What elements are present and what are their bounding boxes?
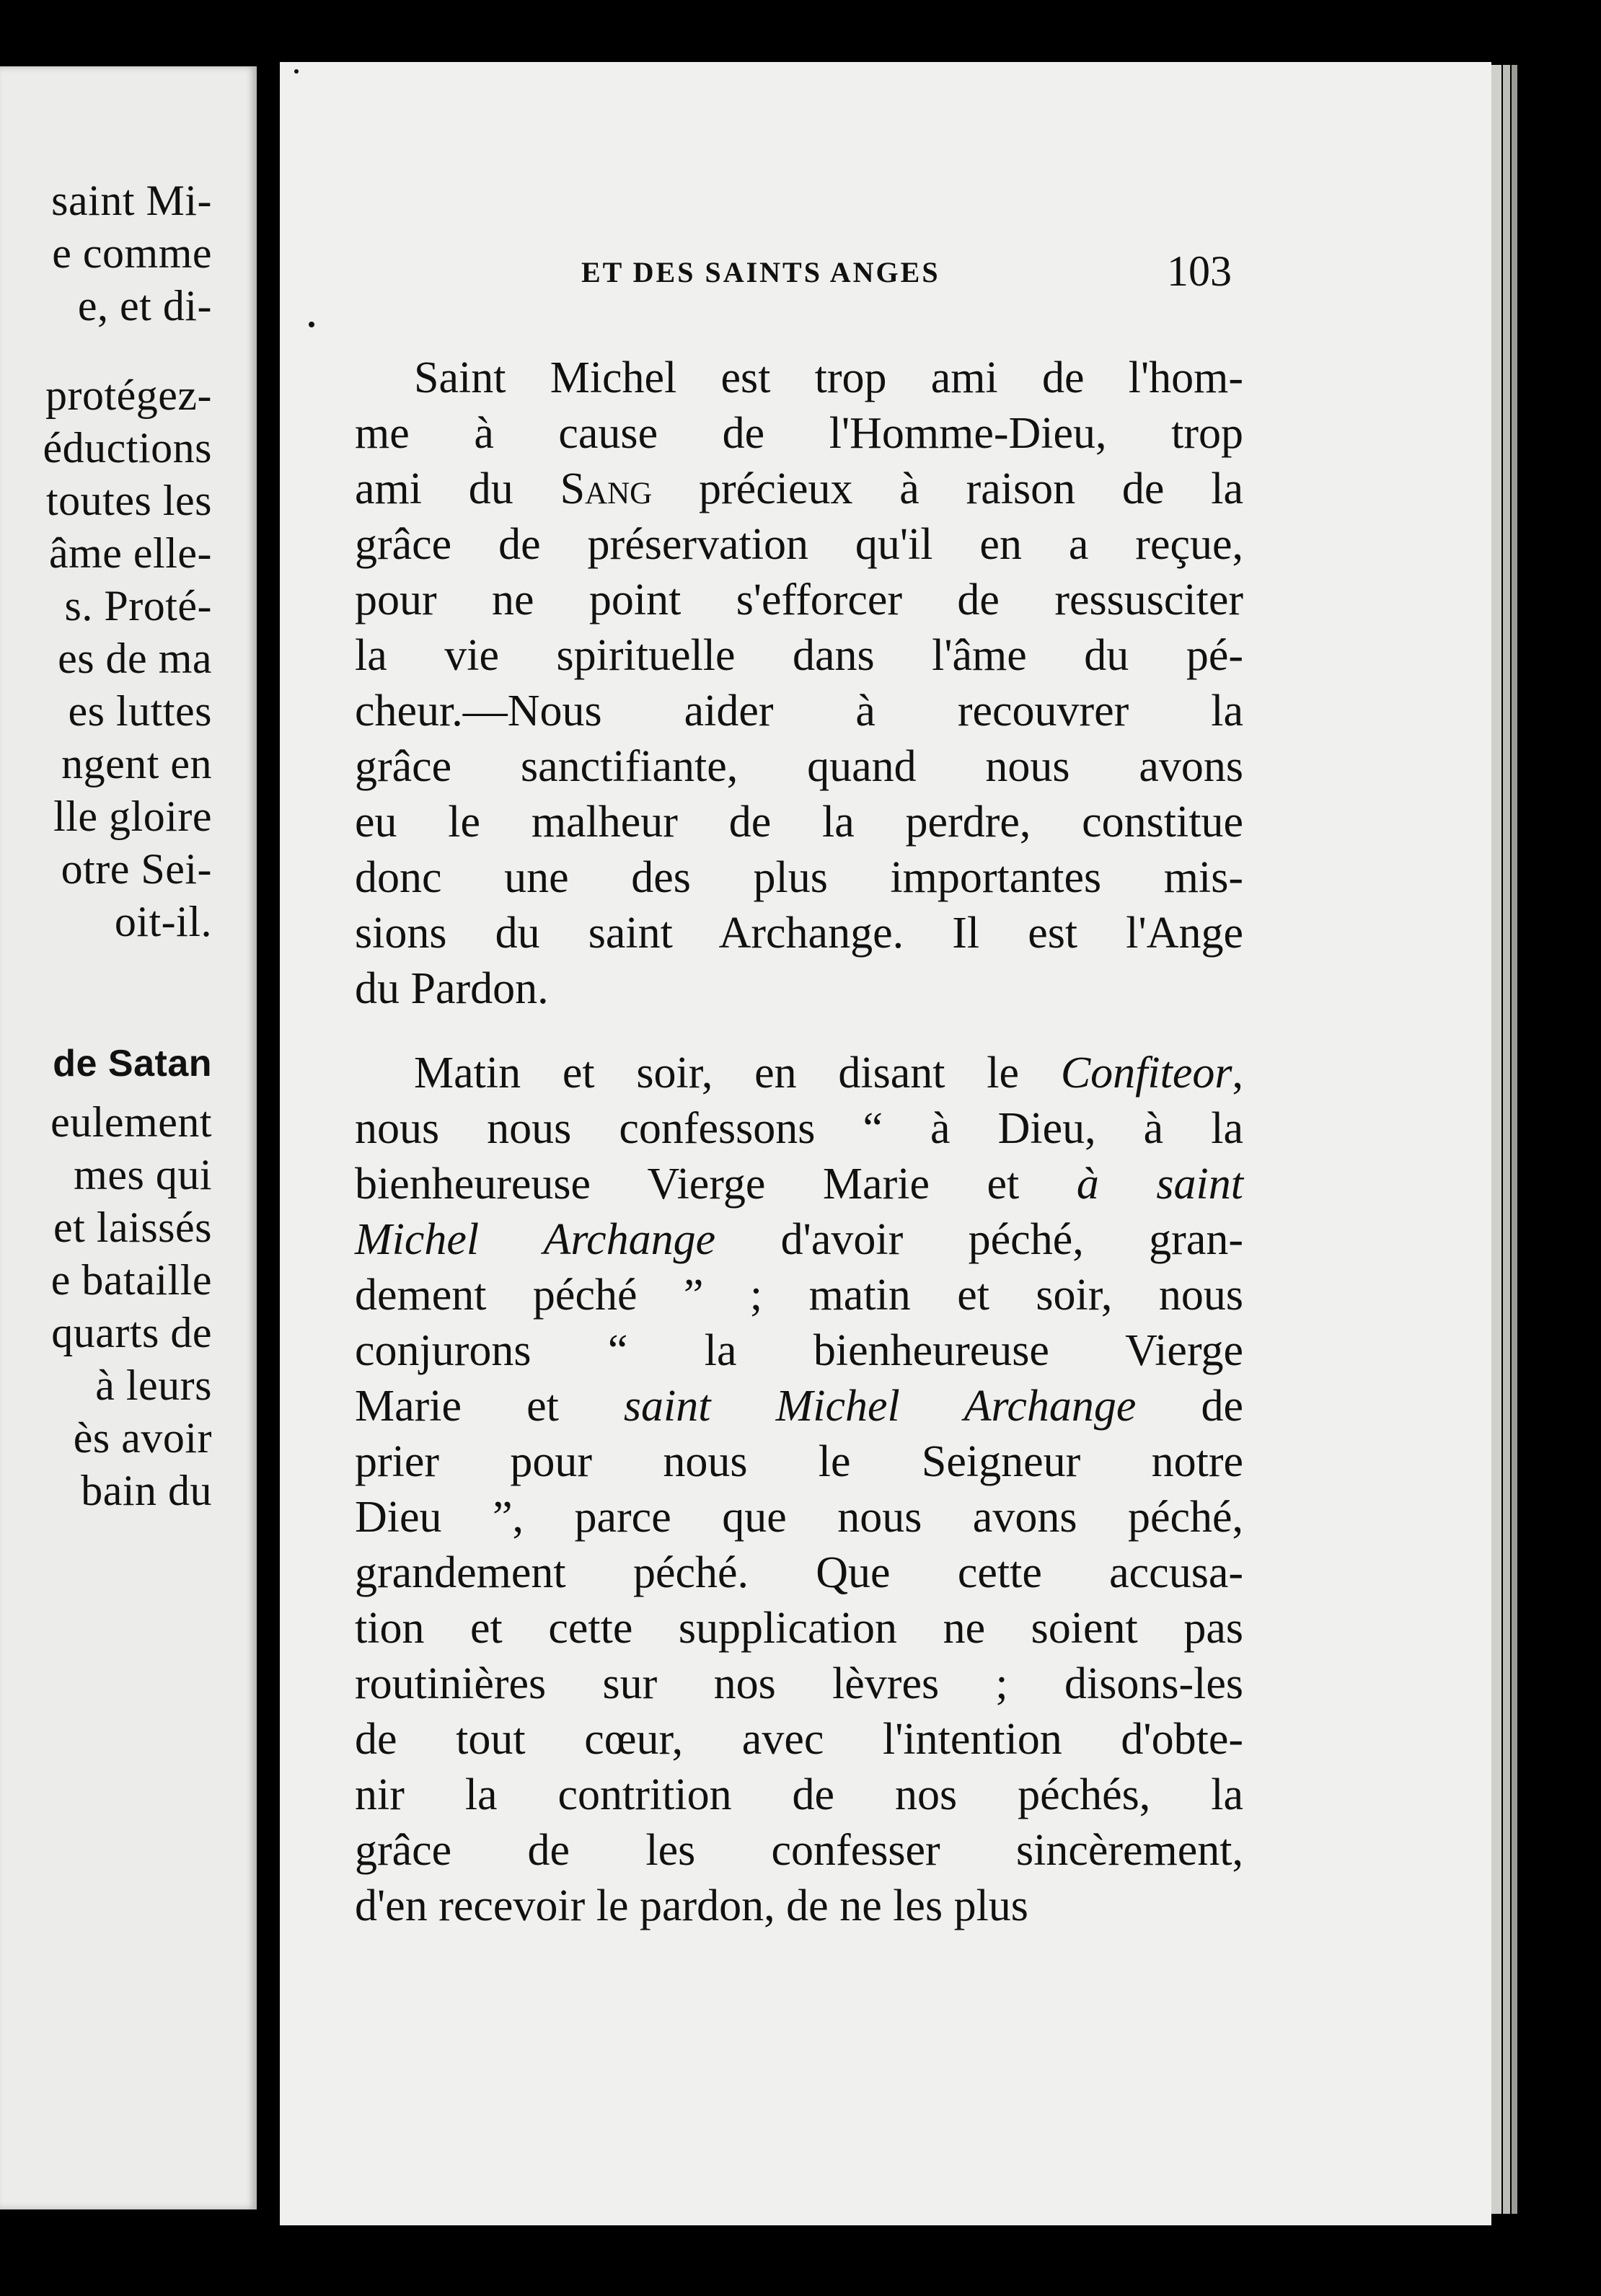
- page-edge: [1491, 65, 1501, 2214]
- previous-page-line: à leurs: [95, 1361, 212, 1409]
- text-line: Marie et saint Michel Archange de: [355, 1382, 1243, 1431]
- text-line: cheur.—Nous aider à recouvrer la: [355, 686, 1243, 736]
- previous-page-line: es de ma: [58, 635, 212, 683]
- paragraph: [355, 350, 1243, 1017]
- previous-page-line: oit-il.: [114, 898, 212, 946]
- text-line: ami du Sang précieux à raison de la: [355, 464, 1243, 513]
- text-line: grâce sanctifiante, quand nous avons: [355, 742, 1243, 791]
- previous-page-line: ngent en: [61, 740, 212, 788]
- previous-page-line: s. Proté-: [64, 582, 212, 630]
- text-line: eu le malheur de la perdre, constitue: [355, 798, 1243, 847]
- previous-page-line: e comme: [52, 229, 212, 277]
- print-speck: [309, 322, 314, 327]
- page-edge: [1503, 65, 1510, 2214]
- previous-page-line: mes qui: [74, 1150, 212, 1198]
- previous-page-line: lle gloire: [53, 792, 212, 841]
- running-head: ET DES SAINTS ANGES: [581, 256, 940, 288]
- page-edge: [1512, 65, 1517, 2214]
- small-caps-word: Sang: [560, 464, 653, 513]
- text-line: nir la contrition de nos péchés, la: [355, 1770, 1243, 1819]
- previous-page-line: protégez-: [45, 371, 212, 420]
- text-line: grâce de les confesser sincèrement,: [355, 1826, 1243, 1875]
- text-line: pour ne point s'efforcer de ressusciter: [355, 575, 1243, 624]
- previous-page-line: e, et di-: [77, 282, 212, 330]
- text-line: de tout cœur, avec l'intention d'obte-: [355, 1715, 1243, 1764]
- text-line: routinières sur nos lèvres ; disons-les: [355, 1659, 1243, 1708]
- previous-page-line: et laissés: [53, 1203, 212, 1251]
- previous-page-line: e bataille: [50, 1255, 212, 1304]
- text-line: du Pardon.: [355, 964, 549, 1013]
- text-line: nous nous confessons “ à Dieu, à la: [355, 1104, 1243, 1153]
- previous-page-heading: de Satan: [53, 1043, 212, 1085]
- print-speck: [294, 69, 299, 74]
- text-line: donc une des plus importantes mis-: [355, 853, 1243, 902]
- text-line: bienheureuse Vierge Marie et à saint: [355, 1160, 1243, 1209]
- italic-phrase: à saint: [1076, 1160, 1243, 1209]
- previous-page-line: ès avoir: [73, 1413, 212, 1462]
- previous-page-fragment: [0, 66, 257, 2209]
- text-line: la vie spirituelle dans l'âme du pé-: [355, 631, 1243, 680]
- text-line: Matin et soir, en disant le Confiteor,: [414, 1048, 1243, 1098]
- page-number: 103: [1167, 247, 1232, 295]
- text-line: sions du saint Archange. Il est l'Ange: [355, 909, 1243, 958]
- italic-phrase: Michel Archange: [355, 1215, 716, 1264]
- body-text: [355, 350, 1243, 1934]
- previous-page-line: saint Mi-: [51, 177, 212, 224]
- text-line: Michel Archange d'avoir péché, gran-: [355, 1215, 1243, 1264]
- text-line: d'en recevoir le pardon, de ne les plus: [355, 1881, 1028, 1930]
- previous-page-line: toutes les: [46, 477, 212, 525]
- text-line: Saint Michel est trop ami de l'hom-: [414, 353, 1243, 402]
- text-line: Dieu ”, parce que nous avons péché,: [355, 1493, 1243, 1542]
- previous-page-line: âme elle-: [48, 529, 212, 578]
- paragraph: [355, 1046, 1243, 1934]
- text-line: conjurons “ la bienheureuse Vierge: [355, 1326, 1243, 1375]
- previous-page-line: es luttes: [68, 687, 212, 736]
- text-line: dement péché ” ; matin et soir, nous: [355, 1271, 1243, 1320]
- text-line: grâce de préservation qu'il en a reçue,: [355, 520, 1243, 569]
- text-line: me à cause de l'Homme-Dieu, trop: [355, 409, 1243, 458]
- italic-phrase: Confiteor: [1060, 1048, 1232, 1098]
- previous-page-line: quarts de: [51, 1308, 212, 1356]
- italic-phrase: saint Michel Archange: [623, 1382, 1137, 1431]
- text-line: grandement péché. Que cette accusa-: [355, 1548, 1243, 1597]
- text-line: tion et cette supplication ne soient pas: [355, 1604, 1243, 1653]
- previous-page-line: eulement: [50, 1098, 212, 1146]
- text-line: prier pour nous le Seigneur notre: [355, 1437, 1243, 1486]
- previous-page-line: bain du: [81, 1466, 212, 1514]
- book-page: [280, 62, 1491, 2225]
- previous-page-line: otre Sei-: [61, 845, 212, 893]
- previous-page-line: éductions: [43, 424, 212, 472]
